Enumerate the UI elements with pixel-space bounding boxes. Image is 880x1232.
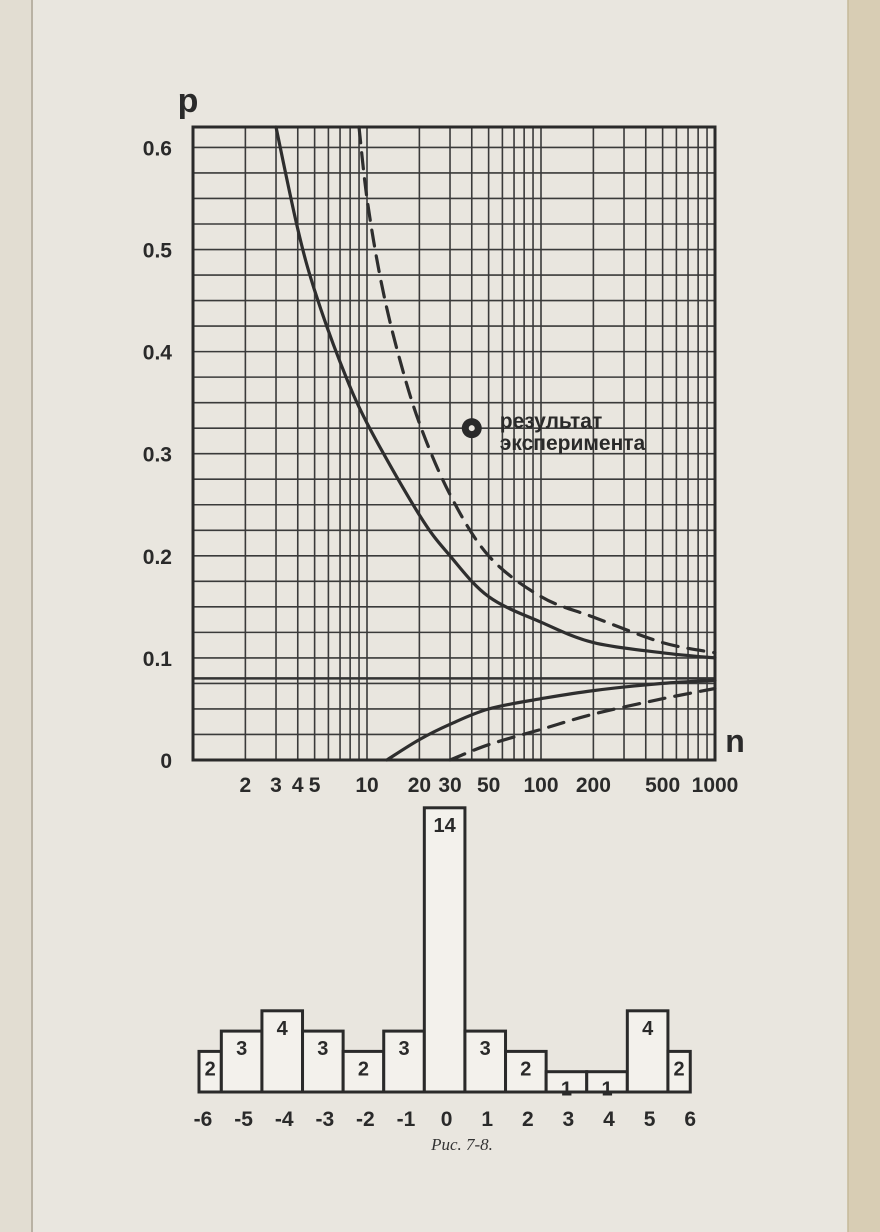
- y-tick-label: 0.6: [142, 137, 172, 161]
- bar-value-label: 4: [276, 1017, 288, 1040]
- x-tick-label: 50: [476, 774, 501, 797]
- experiment-result-marker-center: [469, 425, 475, 431]
- y-tick-label: 0.5: [142, 239, 172, 263]
- bar-value-label: 3: [398, 1038, 410, 1061]
- x-tick-label: 10: [355, 774, 379, 797]
- x-tick-label: 100: [523, 774, 559, 797]
- histogram-tick-label: -5: [234, 1108, 253, 1131]
- left-page-edge: [0, 0, 32, 1232]
- bar-value-label: 2: [673, 1058, 685, 1081]
- histogram-bar: [424, 808, 465, 1092]
- histogram-tick-label: 0: [440, 1108, 453, 1131]
- x-tick-label: 2: [239, 774, 252, 797]
- y-tick-label: 0.1: [142, 647, 172, 671]
- bar-value-label: 3: [317, 1038, 329, 1061]
- histogram-tick-label: -4: [274, 1108, 294, 1131]
- figure-caption: Рис. 7-8.: [431, 1135, 493, 1154]
- annotation-line-1: результат: [499, 410, 603, 434]
- histogram-tick-label: -2: [356, 1108, 375, 1131]
- x-tick-label: 5: [308, 774, 321, 797]
- y-tick-label: 0: [160, 750, 172, 773]
- y-tick-label: 0.2: [142, 545, 172, 569]
- x-axis-label: n: [725, 723, 745, 759]
- x-tick-label: 500: [645, 774, 681, 797]
- bar-value-label: 2: [204, 1058, 216, 1081]
- y-axis-label: p: [177, 82, 199, 120]
- y-tick-label: 0.4: [142, 341, 172, 365]
- x-tick-labels: [240, 774, 739, 797]
- bar-value-label: 3: [236, 1038, 248, 1061]
- bar-value-label: 14: [433, 814, 456, 837]
- histogram-tick-label: 4: [603, 1108, 615, 1131]
- bar-value-label: 1: [601, 1078, 613, 1101]
- x-tick-label: 30: [438, 774, 462, 797]
- bar-value-label: 2: [520, 1058, 532, 1081]
- histogram-tick-label: 5: [643, 1108, 656, 1131]
- x-tick-label: 200: [575, 774, 611, 797]
- x-tick-label: 20: [407, 774, 432, 797]
- y-tick-label: 0.3: [142, 443, 172, 467]
- annotation-line-2: эксперимента: [499, 432, 646, 456]
- x-tick-label: 3: [270, 774, 282, 797]
- right-page-edge: [848, 0, 880, 1232]
- bar-value-label: 1: [560, 1078, 572, 1101]
- histogram-tick-label: 3: [562, 1108, 575, 1131]
- bar-value-label: 3: [479, 1038, 491, 1061]
- histogram-tick-label: 6: [684, 1108, 697, 1131]
- histogram-tick-label: 1: [481, 1108, 494, 1131]
- x-tick-label: 1000: [691, 774, 739, 797]
- bar-value-label: 4: [642, 1017, 654, 1040]
- histogram-tick-label: 2: [521, 1108, 534, 1131]
- x-tick-label: 4: [291, 774, 304, 797]
- histogram-tick-label: -1: [396, 1108, 416, 1131]
- histogram-tick-label: -3: [315, 1108, 335, 1131]
- histogram-tick-label: -6: [193, 1108, 213, 1131]
- bar-value-label: 2: [357, 1058, 369, 1081]
